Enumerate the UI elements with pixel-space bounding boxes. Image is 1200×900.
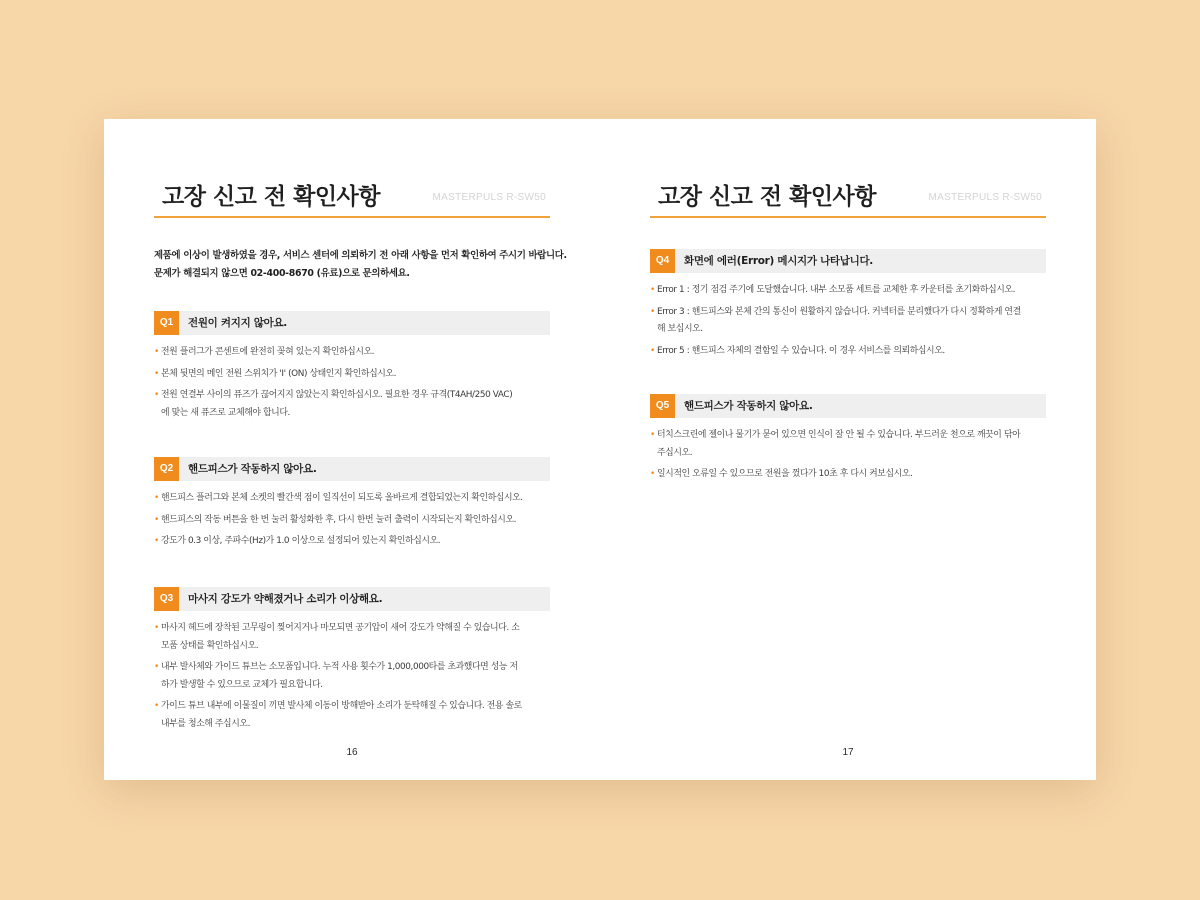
item-text: 에 맞는 새 퓨즈로 교체해야 합니다. (161, 407, 290, 418)
item-text: 해 보십시오. (657, 324, 703, 334)
list-item (650, 282, 1046, 300)
item-text: 모품 상태를 확인하십시오. (161, 640, 259, 651)
question-title: 화면에 에러(Error) 메시지가 나타납니다. (684, 255, 873, 267)
item-text: 전원 플러그가 콘센트에 완전히 꽂혀 있는지 확인하십시오. (161, 347, 375, 357)
list-item (154, 512, 550, 530)
question-header (154, 587, 550, 611)
item-text: Error 5 : 핸드피스 자체의 결함일 수 있습니다. 이 경우 서비스를 의뢰하십시오. (657, 345, 945, 356)
page-header (154, 174, 550, 218)
question-title: 핸드피스가 작동하지 않아요. (684, 400, 813, 412)
manual-spread (104, 119, 1096, 780)
item-text: 내부를 청소해 주십시오. (161, 718, 250, 729)
intro-text (154, 247, 567, 282)
item-text: 터치스크린에 젤이나 물기가 묻어 있으면 인식이 잘 안 될 수 있습니다. 부드러운 천으로 깨끗이 닦아 (657, 430, 1021, 440)
intro-line: 제품에 이상이 발생하였을 경우, 서비스 센터에 의뢰하기 전 아래 사항을 먼저 확인하여 주시기 바랍니다. (154, 250, 567, 261)
list-item (650, 304, 1046, 339)
question-badge: Q1 (154, 311, 179, 335)
page-title: 고장 신고 전 확인사항 (162, 184, 380, 210)
list-item (154, 387, 550, 422)
bullet-icon: • (650, 430, 655, 440)
question-q2 (154, 457, 550, 555)
item-text: Error 3 : 핸드피스와 본체 간의 통신이 원활하지 않습니다. 커넥터를 분리했다가 다시 정확하게 연결 (657, 306, 1021, 317)
list-item (154, 659, 550, 694)
question-title: 핸드피스가 작동하지 않아요. (188, 463, 317, 475)
list-item (154, 620, 550, 655)
intro-line: 문제가 해결되지 않으면 02-400-8670 (유료)으로 문의하세요. (154, 267, 410, 279)
list-item (650, 466, 1046, 484)
bullet-icon: • (154, 623, 159, 633)
question-q5 (650, 394, 1046, 488)
question-badge: Q4 (650, 249, 675, 273)
item-text: 전원 연결부 사이의 퓨즈가 끊어지지 않았는지 확인하십시오. 필요한 경우 규격(T4AH/250 VAC) (161, 390, 513, 400)
item-text: 하가 발생할 수 있으므로 교체가 필요합니다. (161, 679, 323, 690)
item-text: 강도가 0.3 이상, 주파수(Hz)가 1.0 이상으로 설정되어 있는지 확인하십시오. (161, 536, 441, 546)
question-badge: Q3 (154, 587, 179, 611)
bullet-icon: • (650, 469, 655, 479)
page-number: 17 (842, 747, 854, 758)
page-number: 16 (346, 747, 358, 758)
page-header (650, 174, 1046, 218)
page-16 (104, 119, 600, 780)
bullet-icon: • (154, 368, 159, 379)
question-q1 (154, 311, 550, 426)
item-text: 내부 발사체와 가이드 튜브는 소모품입니다. 누적 사용 횟수가 1,000,000타를 초과했다면 성능 저 (161, 662, 518, 672)
item-text: 핸드피스의 작동 버튼을 한 번 눌러 활성화한 후, 다시 한번 눌러 출력이 시작되는지 확인하십시오. (161, 514, 517, 525)
item-text: 주십시오. (657, 447, 693, 458)
bullet-icon: • (154, 390, 159, 400)
question-header (650, 249, 1046, 273)
question-title: 마사지 강도가 약해졌거나 소리가 이상해요. (188, 593, 383, 605)
page-17 (600, 119, 1096, 780)
bullet-icon: • (154, 347, 159, 357)
bullet-icon: • (154, 536, 159, 546)
list-item (154, 344, 550, 362)
model-name: MASTERPULS R-SW50 (432, 192, 546, 203)
question-header (154, 457, 550, 481)
bullet-icon: • (650, 285, 655, 295)
question-badge: Q5 (650, 394, 675, 418)
bullet-icon: • (650, 306, 655, 317)
bullet-icon: • (154, 493, 159, 503)
question-q4 (650, 249, 1046, 364)
page-title: 고장 신고 전 확인사항 (658, 184, 876, 210)
bullet-icon: • (154, 514, 159, 525)
list-item (650, 427, 1046, 462)
list-item (650, 343, 1046, 361)
question-q3 (154, 587, 550, 737)
question-title: 전원이 켜지지 않아요. (188, 317, 287, 329)
item-text: 일시적인 오류일 수 있으므로 전원을 껐다가 10초 후 다시 켜보십시오. (657, 469, 913, 479)
bullet-icon: • (154, 662, 159, 672)
list-item (154, 533, 550, 551)
bullet-icon: • (650, 345, 655, 356)
item-text: 마사지 헤드에 장착된 고무링이 찢어지거나 마모되면 공기압이 새어 강도가 약해질 수 있습니다. 소 (161, 623, 520, 633)
question-badge: Q2 (154, 457, 179, 481)
question-header (154, 311, 550, 335)
list-item (154, 490, 550, 508)
item-text: Error 1 : 정기 점검 주기에 도달했습니다. 내부 소모품 세트를 교체한 후 카운터를 초기화하십시오. (657, 285, 1016, 295)
list-item (154, 698, 550, 733)
list-item (154, 366, 550, 384)
item-text: 핸드피스 플러그와 본체 소켓의 빨간색 점이 일직선이 되도록 올바르게 결합되었는지 확인하십시오. (161, 493, 523, 503)
item-text: 본체 뒷면의 메인 전원 스위치가 'I' (ON) 상태인지 확인하십시오. (161, 368, 397, 379)
question-header (650, 394, 1046, 418)
bullet-icon: • (154, 701, 159, 711)
model-name: MASTERPULS R-SW50 (928, 192, 1042, 203)
item-text: 가이드 튜브 내부에 이물질이 끼면 발사체 이동이 방해받아 소리가 둔탁해질 수 있습니다. 전용 솔로 (161, 701, 522, 711)
